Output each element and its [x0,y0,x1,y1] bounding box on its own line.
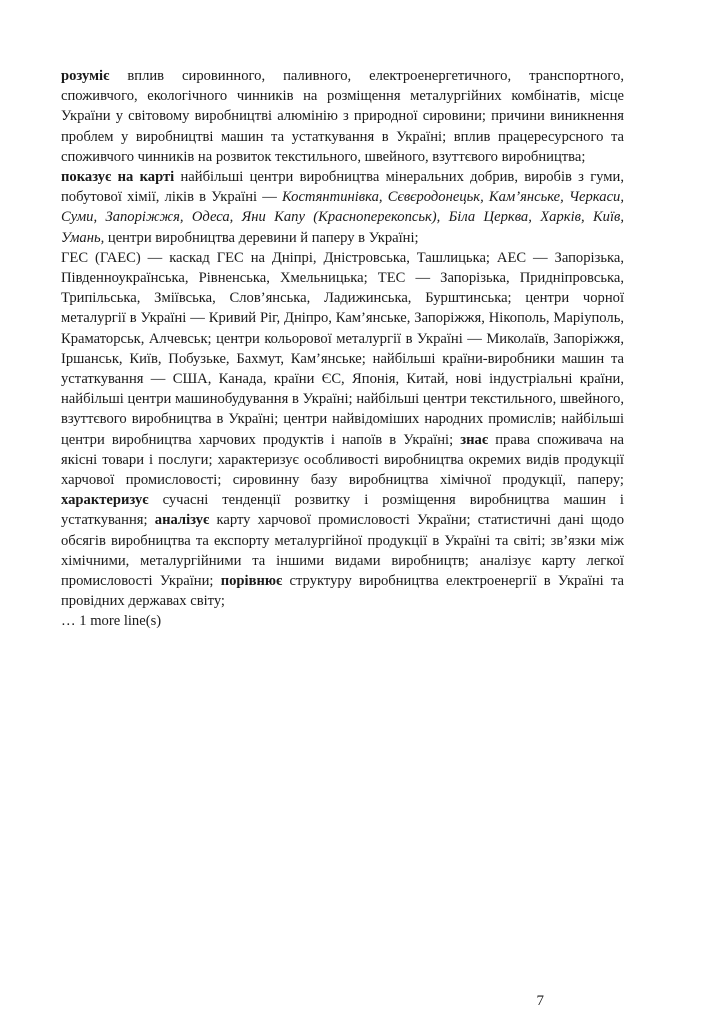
keyword-pokazuie-na-karti: показує на карті [61,169,175,186]
paragraph-text: карту харчової промисловості України; статистичні дані щодо обсягів виробництва та експорту металургійної продукції в Україні та світі; зв’язки між хімічними, металургійними та іншими видами виробництв; аналізує карту легкої промисловості України; [61,512,624,590]
paragraph-text: права споживача на якісні товари і послуги; характеризує особливості виробництва окремих видів продукції харчової промисловості; сировинну базу виробництва хімічної продукції, паперу; [61,431,625,489]
paragraph-text: сучасні тенденції розвитку і розміщення виробництва машин і устаткування; [61,492,624,529]
italic-city-list: Костянтинівка, Сєвєродонецьк, Кам’янське, Черкаси, Суми, Запоріжжя, Одеса, Яни Капу (Красноперекопськ), Біла Церква, Харків, Київ, Умань, [61,189,624,246]
paragraph-text: центри виробництва деревини й паперу в Україні; [104,229,419,246]
paragraph-understands [61,66,624,167]
document-body: розуміє вплив сировинного, паливного, електроенергетичного, транспортного, споживчого, екологічного чинників на розміщення металургійних комбінатів, місце України у світовому виробництві алюмінію з природної сировини; причини виникнення проблем у виробництві машин та устаткування в Україні; вплив працересурсного та споживчого чинників на розвиток текстильного, швейного, взуттєвого виробництва; показує на карті найбільші центри виробництва мінеральних добрив, виробів з гуми, побутової хімії, ліків в Україні — Костянтинівка, Сєвєродонецьк, Кам’янське, Черкаси, Суми, Запоріжжя, Одеса, Яни Капу (Красноперекопськ), Біла Церква, Харків, Київ, Умань, центри виробництва деревини й паперу в Україні; ГЕС (ГАЕС) — каскад ГЕС на Дніпрі, Дністровська, Ташлицька; АЕС — Запорізька, Південноукраїнська, Рівненська, Хмельницька; ТЕС — Запорізька, Придніпровська, Трипільська, Зміївська, Слов’янська, Ладижинська, Бурштинська; центри чорної металургії в Україні — Кривий Ріг, Дніпро, Кам’янське, Запоріжжя, Нікополь, Маріуполь, Краматорськ, Алчевськ; центри кольорової металургії в Україні — Миколаїв, Запоріжжя, Іршанськ, Київ, Побузьке, Бахмут, Кам’янське; найбільші країни-виробники машин та устаткування — США, Канада, країни ЄС, Японія, Китай, нові індустріальні країни, найбільші центри машинобудування в Україні; найбільші центри текстильного, швейного, взуттєвого виробництва в Україні; центри найвідоміших народних промислів; найбільші центри виробництва харчових продуктів і напоїв в Україні; знає права споживача на якісні товари і послуги; характеризує особливості виробництва окремих видів продукції харчової промисловості; сировинну базу виробництва хімічної продукції, паперу; характеризує сучасні тенденції розвитку і розміщення виробництва машин і устаткування; аналізує карту харчової промисловості України; статистичні дані щодо обсягів виробництва та експорту металургійної продукції в Україні та світі; зв’язки між хімічними, металургійними та іншими видами виробництв; аналізує карту легкої промисловості України; порівнює структуру виробництва електроенергії в Україні та провідних державах світу; … 1 more line(s) 7 [61,66,624,632]
paragraph-power-and-industry-centers [61,248,624,612]
keyword-analizuie: аналізує [154,512,210,529]
keyword-kharakteryzuie: характеризує [61,492,149,509]
keyword-porivniuie: порівнює [220,573,283,590]
paragraph-text: ГЕС (ГАЕС) — каскад ГЕС на Дніпрі, Дністровська, Ташлицька; АЕС — Запорізька, Південноукраїнська, Рівненська, Хмельницька; ТЕС — Запорізька, Придніпровська, Трипільська, Зміївська, Слов’янська, Ладижинська, Бурштинська; центри чорної металургії в Україні — Кривий Ріг, Дніпро, Кам’янське, Запоріжжя, Нікополь, Маріуполь, Краматорськ, Алчевськ; центри кольорової металургії в Україні — Миколаїв, Запоріжжя, Іршанськ, Київ, Побузьке, Бахмут, Кам’янське; найбільші країни-виробники машин та устаткування — США, Канада, країни ЄС, Японія, Китай, нові індустріальні країни, найбільші центри машинобудування в Україні; найбільші центри текстильного, швейного, взуттєвого виробництва в Україні; центри найвідоміших народних промислів; найбільші центри виробництва харчових продуктів і напоїв в Україні; [61,249,624,448]
page-number: 7 [536,993,544,1009]
paragraph-shows-on-map [61,167,624,248]
paragraph-text: структуру виробництва електроенергії в Україні та провідних державах світу; [61,573,625,610]
paragraph-text: найбільші центри виробництва мінеральних добрив, виробів з гуми, побутової хімії, ліків в Україні — [61,169,624,206]
paragraph-text: вплив сировинного, паливного, електроенергетичного, транспортного, споживчого, екологічного чинників на розміщення металургійних комбінатів, місце України у світовому виробництві алюмінію з природної сировини; причини виникнення проблем у виробництві машин та устаткування в Україні; вплив працересурсного та споживчого чинників на розвиток текстильного, швейного, взуттєвого виробництва; [61,68,624,165]
keyword-znaie: знає [460,431,489,448]
keyword-rozumiie: розуміє [61,68,110,84]
